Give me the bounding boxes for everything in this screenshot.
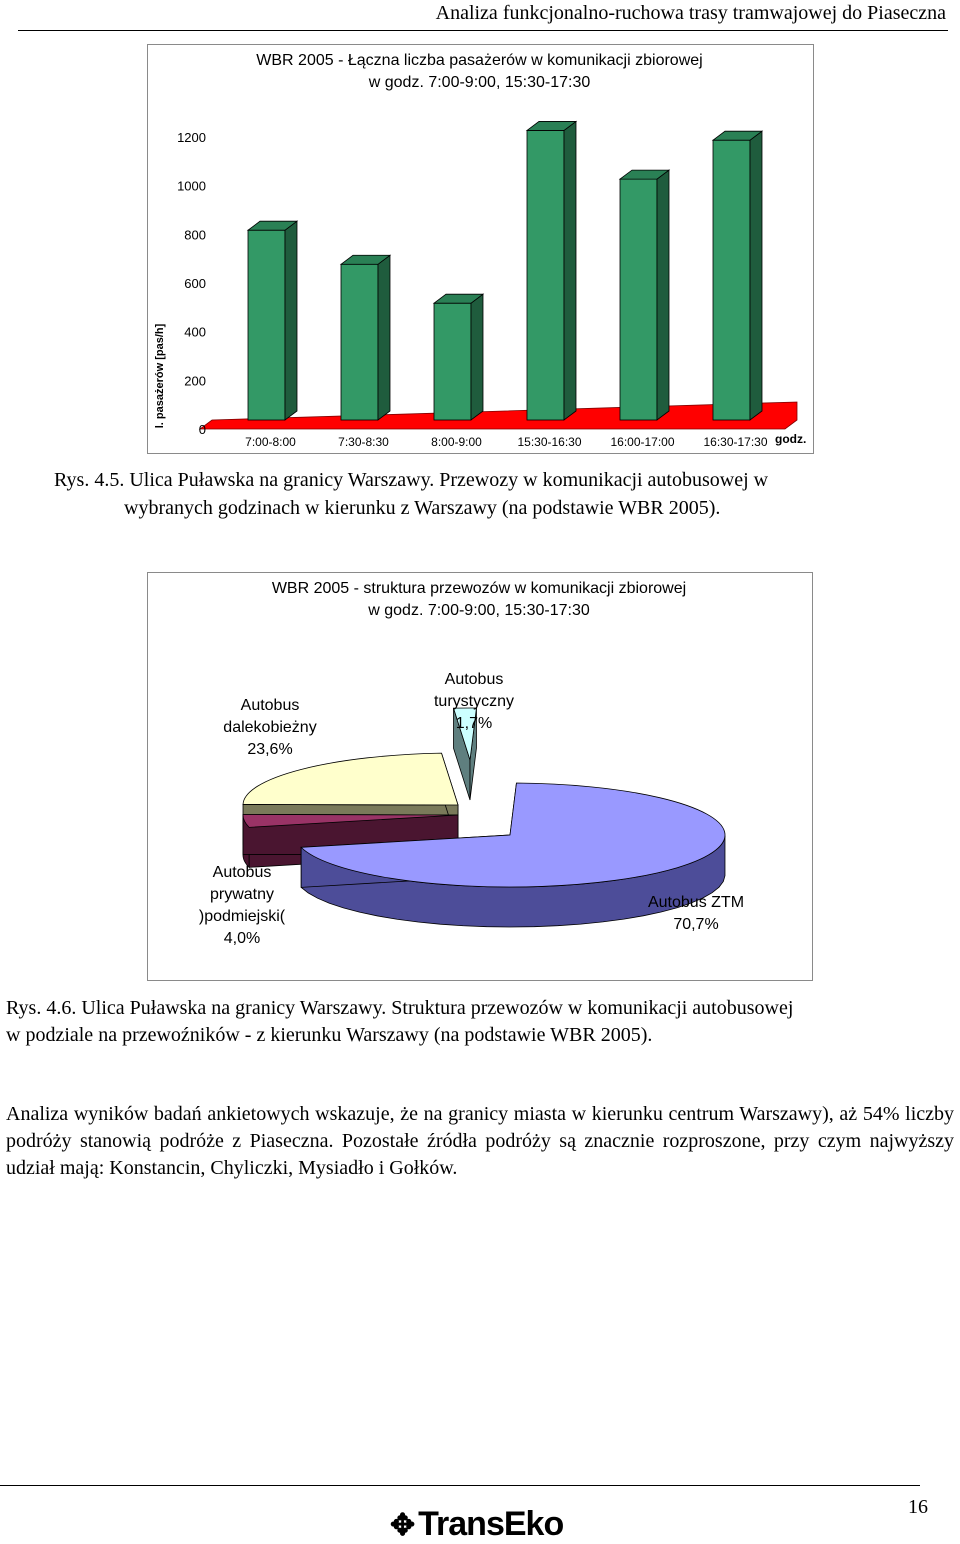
bar-chart-xtick: 7:00-8:00	[245, 435, 296, 449]
bar-chart-title-line2: w godz. 7:00-9:00, 15:30-17:30	[368, 74, 591, 91]
bar-chart-ytick: 1000	[177, 178, 206, 194]
bar-chart-xtick: 15:30-16:30	[517, 435, 582, 449]
pie-chart-caption-line2: w podziale na przewoźników - z kierunku Warszawy (na podstawie WBR 2005).	[6, 1024, 653, 1046]
footer-rule	[0, 1485, 920, 1486]
pie-label-dalekobiezny: Autobus dalekobieżny 23,6%	[223, 697, 317, 758]
bar-chart-xtick: 7:30-8:30	[338, 435, 389, 449]
bar-chart-xtick: 8:00-9:00	[431, 435, 482, 449]
pie-label-turystyczny: Autobus turystyczny 1,7%	[433, 671, 514, 732]
page-header: Analiza funkcjonalno-ruchowa trasy tramwajowej do Piaseczna	[435, 2, 946, 24]
transeko-logo: ✥ TransEko	[390, 1505, 564, 1543]
body-paragraph: Analiza wyników badań ankietowych wskazuje, że na granicy miasta w kierunku centrum Warszawy), aż 54% liczby podróży stanowią podróże z Piaseczna. Pozostałe źródła podróży są znacznie rozproszone, przy czym najwyższy udział mają: Konstancin, Chyliczki, Mysiadło i Gołków.	[6, 1103, 954, 1179]
bar-chart-ytick: 1200	[177, 130, 206, 145]
page-number: 16	[908, 1496, 928, 1518]
bar-chart-caption-line2: wybranych godzinach w kierunku z Warszawy (na podstawie WBR 2005).	[124, 497, 721, 519]
bar-chart-ytick: 400	[184, 324, 206, 340]
bar-chart-ytick: 0	[198, 422, 206, 437]
pie-chart-title-line2: w godz. 7:00-9:00, 15:30-17:30	[368, 602, 590, 619]
pie-label-prywatny: Autobus prywatny )podmiejski( 4,0%	[198, 864, 286, 947]
bar-chart-xlabel: godz.	[775, 432, 807, 446]
bar-chart-ylabel: l. pasażerów [pas/h]	[154, 323, 166, 429]
bar-chart-ytick: 200	[184, 373, 206, 389]
bar-chart-caption-line1: Rys. 4.5. Ulica Puławska na granicy Warszawy. Przewozy w komunikacji autobusowej w	[54, 469, 769, 491]
bar-chart-xtick: 16:30-17:30	[703, 435, 768, 449]
bar-chart-ytick: 800	[184, 227, 206, 243]
pie-chart-title-line1: WBR 2005 - struktura przewozów w komunikacji zbiorowej	[271, 580, 687, 597]
bar-chart-ytick: 600	[184, 276, 206, 291]
transeko-logo-icon: ✥	[390, 1509, 415, 1542]
pie-label-ztm: Autobus ZTM 70,7%	[647, 894, 745, 933]
bar-chart-xtick: 16:00-17:00	[610, 435, 675, 449]
pie-chart-caption-line1: Rys. 4.6. Ulica Puławska na granicy Warszawy. Struktura przewozów w komunikacji autobusowej	[6, 997, 794, 1019]
bar-chart-title-line1: WBR 2005 - Łączna liczba pasażerów w komunikacji zbiorowej	[256, 52, 703, 69]
